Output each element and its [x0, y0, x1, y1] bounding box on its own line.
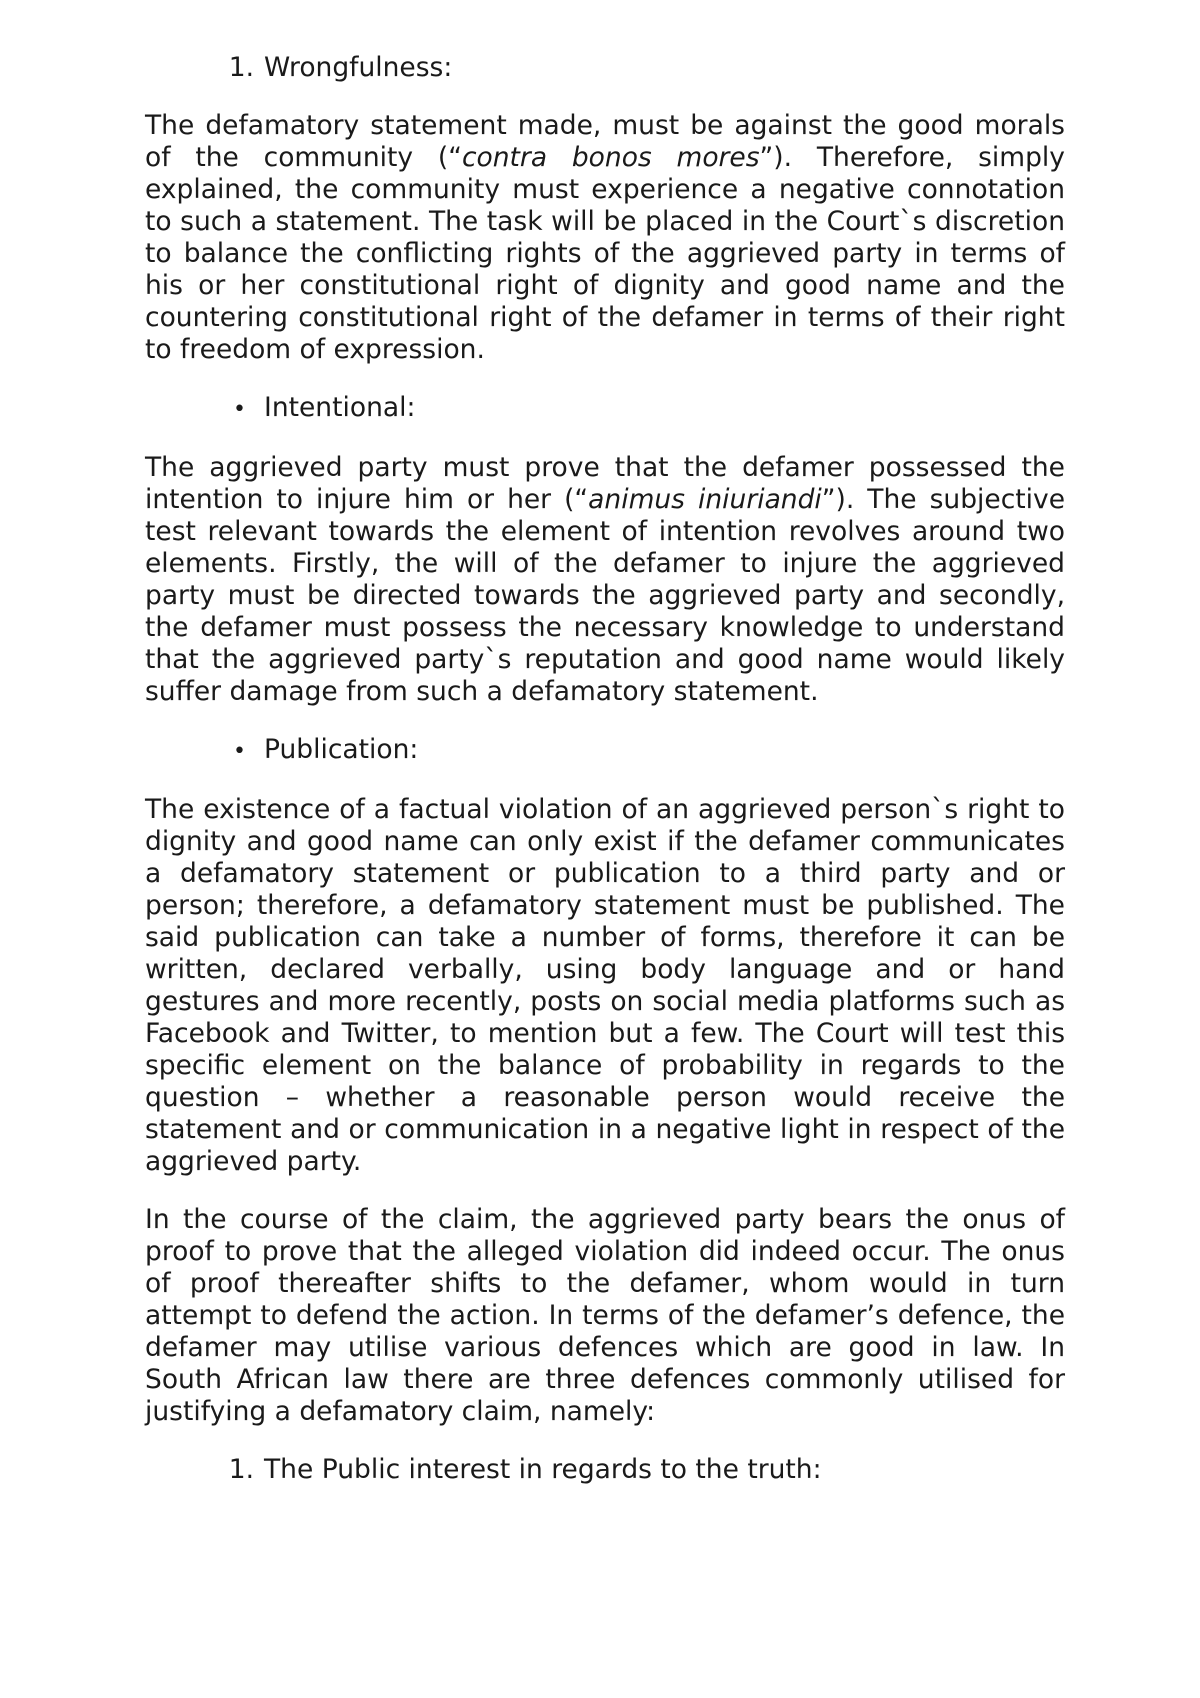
paragraph-text: ”). The subjective test relevant towards the element of intention revolves around two elements. Firstly, the will of the defamer to injure the aggrieved party must be directed towards the aggrieved party and secondly, the defamer must possess the necessary knowledge to understand that the aggrieved party`s reputation and good name would likely suffer damage from such a defamatory statement. [145, 484, 1065, 707]
paragraph-intentional [145, 452, 1065, 708]
latin-phrase: animus iniuriandi [588, 484, 822, 515]
paragraph-text: The defamatory statement made, must be against the good morals of the community (“ [145, 110, 1065, 173]
latin-phrase: contra bonos mores [461, 142, 760, 173]
paragraph-publication: The existence of a factual violation of an aggrieved person`s right to dignity and good name can only exist if the defamer communicates a defamatory statement or publication to a third party and or person; therefore, a defamatory statement must be published. The said publication can take a number of forms, therefore it can be written, declared verbally, using body language and or hand gestures and more recently, posts on social media platforms such as Facebook and Twitter, to mention but a few. The Court will test this specific element on the balance of probability in regards to the question – whether a reasonable person would receive the statement and or communication in a negative light in respect of the aggrieved party. [145, 794, 1065, 1177]
heading-text: Intentional: [264, 392, 416, 423]
section-heading-publication [145, 734, 1065, 768]
heading-text: Wrongfulness: [264, 52, 453, 83]
section-heading-intentional [145, 392, 1065, 426]
paragraph-text: The aggrieved party must prove that the defamer possessed the intention to injure him or her (“ [145, 452, 1065, 515]
section-heading-wrongfulness [145, 52, 1065, 84]
document-page [145, 52, 1065, 1512]
heading-text: The Public interest in regards to the truth: [264, 1454, 822, 1485]
paragraph-text: ”). Therefore, simply explained, the community must experience a negative connotation to such a statement. The task will be placed in the Court`s discretion to balance the conflicting rights of the aggrieved party in terms of his or her constitutional right of dignity and good name and the countering constitutional right of the defamer in terms of their right to freedom of expression. [145, 142, 1065, 365]
paragraph-onus-of-proof: In the course of the claim, the aggrieved party bears the onus of proof to prove that the alleged violation did indeed occur. The onus of proof thereafter shifts to the defamer, whom would in turn attempt to defend the action. In terms of the defamer’s defence, the defamer may utilise various defences which are good in law. In South African law there are three defences commonly utilised for justifying a defamatory claim, namely: [145, 1204, 1065, 1427]
heading-text: Publication: [264, 734, 419, 765]
list-number: 1. [228, 1454, 254, 1485]
bullet-icon: • [233, 397, 246, 422]
bullet-icon: • [233, 739, 246, 764]
list-number: 1. [228, 52, 254, 83]
section-heading-public-interest [145, 1454, 1065, 1486]
paragraph-wrongfulness [145, 110, 1065, 366]
